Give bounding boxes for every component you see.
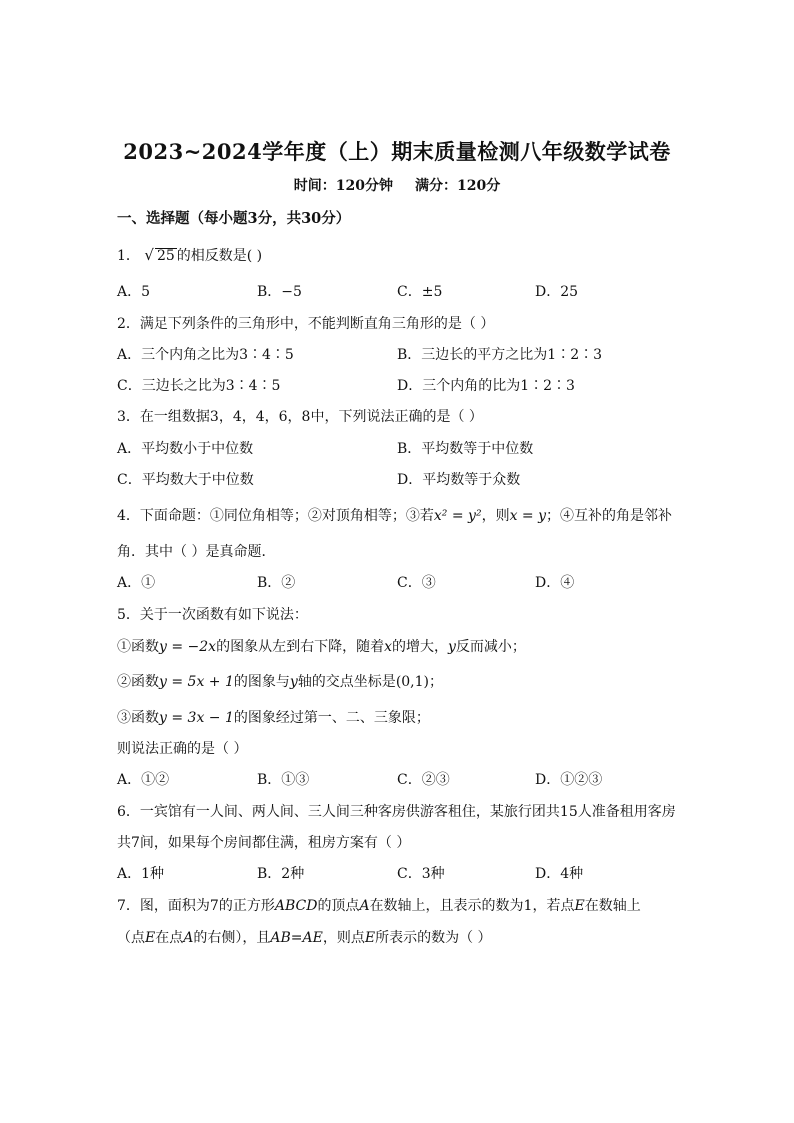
q5-s3-expr: y = 3x − 1 bbox=[159, 710, 234, 726]
q2-option-c: C．三边长之比为3∶4∶5 bbox=[117, 378, 281, 394]
question-6-cont: 共7间，如果每个房间都住满，租房方案有（ ） bbox=[117, 835, 411, 851]
question-1 bbox=[117, 245, 262, 265]
q5-ask: 则说法正确的是（ ） bbox=[117, 741, 248, 757]
q5-s1-text-b: 的图象从左到右下降，随着 bbox=[216, 639, 385, 655]
q5-s1-expr: y = −2x bbox=[159, 639, 217, 655]
radicand: 25 bbox=[156, 248, 175, 264]
q5-s1-y: y bbox=[447, 639, 456, 655]
q7-point-e-2: E bbox=[145, 930, 156, 946]
q5-s3-text-a: ③函数 bbox=[117, 710, 159, 726]
q5-s2-text-a: ②函数 bbox=[117, 674, 159, 690]
q5-s1-x: x bbox=[384, 639, 392, 655]
q6-option-b: B．2种 bbox=[257, 866, 305, 882]
q5-option-a: A．①② bbox=[117, 772, 170, 788]
q5-statement-1 bbox=[117, 636, 526, 656]
q7-square-name: ABCD bbox=[274, 898, 318, 914]
q3-option-b: B．平均数等于中位数 bbox=[397, 441, 534, 457]
q5-option-b: B．①③ bbox=[257, 772, 310, 788]
question-7-cont bbox=[117, 927, 492, 947]
q7-text-f: 在点 bbox=[155, 930, 184, 946]
q5-s1-text-a: ①函数 bbox=[117, 639, 159, 655]
q7-text-c: 在数轴上，且表示的数为1，若点 bbox=[369, 898, 575, 914]
q5-option-c: C．②③ bbox=[397, 772, 450, 788]
question-6: 6．一宾馆有一人间、两人间、三人间三种客房供游客租住，某旅行团共15人准备租用客房 bbox=[117, 804, 676, 820]
question-5: 5．关于一次函数有如下说法： bbox=[117, 607, 308, 623]
q4-expr-2: x = y bbox=[509, 508, 547, 524]
question-7 bbox=[117, 895, 641, 915]
q4-option-a: A．① bbox=[117, 575, 156, 591]
question-4 bbox=[117, 505, 672, 525]
q4-option-b: B．② bbox=[257, 575, 296, 591]
question-4-cont: 角．其中（ ）是真命题． bbox=[117, 544, 276, 560]
q1-number: 1． bbox=[117, 248, 140, 264]
q6-option-c: C．3种 bbox=[397, 866, 445, 882]
q5-s2-text-b: 的图象与 bbox=[233, 674, 290, 690]
q6-option-d: D．4种 bbox=[535, 866, 584, 882]
q1-option-d: D．25 bbox=[535, 284, 579, 300]
q7-segment-ae: AE bbox=[302, 930, 323, 946]
q1-option-b: B．−5 bbox=[257, 284, 302, 300]
q7-text-g: 的右侧），且 bbox=[193, 930, 271, 946]
q7-text-a: 7．图，面积为7的正方形 bbox=[117, 898, 275, 914]
q4-text-b: ，则 bbox=[481, 508, 510, 524]
q5-s1-text-d: 反而减小； bbox=[455, 639, 526, 655]
q4-text-a: 4．下面命题：①同位角相等；②对顶角相等；③若 bbox=[117, 508, 434, 524]
q5-s3-text-b: 的图象经过第一、二、三象限； bbox=[233, 710, 430, 726]
q5-s2-point: (0,1) bbox=[395, 674, 430, 690]
q6-option-a: A．1种 bbox=[117, 866, 165, 882]
q2-option-b: B．三边长的平方之比为1∶2∶3 bbox=[397, 347, 603, 363]
q3-option-c: C．平均数大于中位数 bbox=[117, 472, 254, 488]
q3-option-a: A．平均数小于中位数 bbox=[117, 441, 254, 457]
q1-stem: 的相反数是( ) bbox=[176, 248, 263, 264]
q7-equals: = bbox=[290, 930, 303, 946]
q7-text-b: 的顶点 bbox=[317, 898, 360, 914]
q5-s2-text-c: 轴的交点坐标是 bbox=[297, 674, 396, 690]
q5-s2-expr: y = 5x + 1 bbox=[159, 674, 234, 690]
q1-option-a: A．5 bbox=[117, 284, 151, 300]
q5-s2-y: y bbox=[289, 674, 298, 690]
page-title: 2023~2024学年度（上）期末质量检测八年级数学试卷 bbox=[123, 139, 671, 164]
sqrt-symbol: √ bbox=[144, 246, 154, 264]
q5-statement-2 bbox=[117, 671, 443, 691]
q5-s2-text-d: ； bbox=[429, 674, 444, 690]
question-3: 3．在一组数据3，4，4，6，8中，下列说法正确的是（ ） bbox=[117, 409, 483, 425]
exam-info bbox=[0, 175, 794, 195]
q7-point-e: E bbox=[574, 898, 585, 914]
section-heading: 一、选择题（每小题3分，共30分） bbox=[117, 210, 351, 227]
q7-text-j: 所表示的数为（ ） bbox=[375, 930, 492, 946]
q7-text-e: （点 bbox=[117, 930, 145, 946]
q4-text-c: ；④互补的角是邻补 bbox=[546, 508, 673, 524]
q2-option-a: A．三个内角之比为3∶4∶5 bbox=[117, 347, 294, 363]
q1-option-c: C．±5 bbox=[397, 284, 443, 300]
exam-time: 时间：120分钟 bbox=[293, 178, 393, 194]
question-2: 2．满足下列条件的三角形中，不能判断直角三角形的是（ ） bbox=[117, 316, 495, 332]
q7-text-i: ，则点 bbox=[322, 930, 365, 946]
exam-score: 满分：120分 bbox=[415, 178, 501, 194]
q4-expr-1: x² = y² bbox=[433, 508, 482, 524]
q2-option-d: D．三个内角的比为1∶2∶3 bbox=[397, 378, 575, 394]
q5-statement-3 bbox=[117, 707, 430, 727]
q7-point-a: A bbox=[359, 898, 370, 914]
q5-option-d: D．①②③ bbox=[535, 772, 603, 788]
q5-s1-text-c: 的增大， bbox=[391, 639, 448, 655]
q7-point-e-3: E bbox=[364, 930, 376, 946]
q4-option-d: D．④ bbox=[535, 575, 575, 591]
q4-option-c: C．③ bbox=[397, 575, 436, 591]
q3-option-d: D．平均数等于众数 bbox=[397, 472, 521, 488]
q7-text-d: 在数轴上 bbox=[584, 898, 641, 914]
q7-point-a-2: A bbox=[183, 930, 194, 946]
q7-segment-ab: AB bbox=[270, 930, 291, 946]
